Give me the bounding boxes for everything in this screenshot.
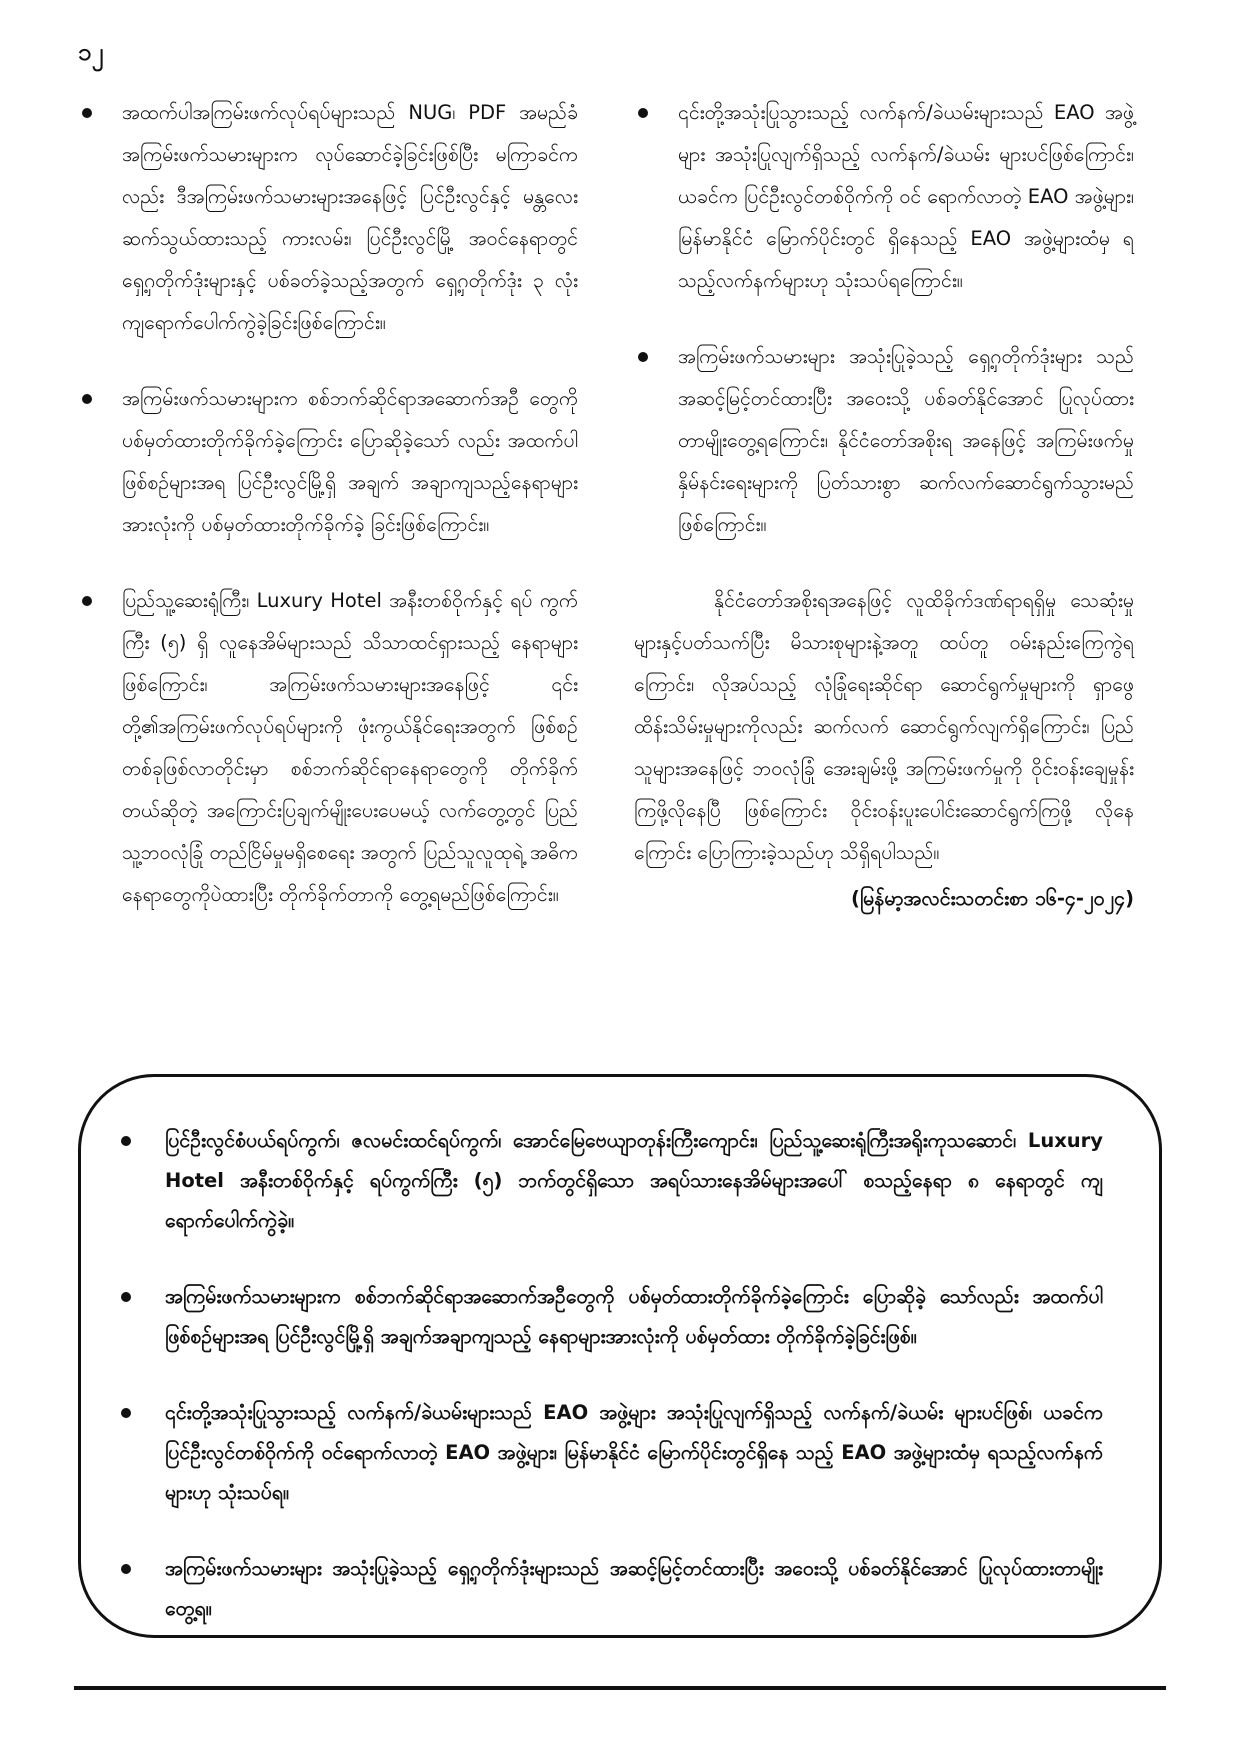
bullet-text: အထက်ပါအကြမ်းဖက်လုပ်ရပ်များသည် NUG၊ PDF အမည်ခံ အကြမ်းဖက်သမားများက လုပ်ဆောင်ခဲ့ခြင်းဖြစ်ပြီး မကြာခင်က လည်း ဒီအကြမ်းဖက်သမားများအနေဖြင့် ပြင်ဦးလွင်နှင့် မန္တလေးဆက်သွယ်ထားသည့် ကားလမ်း၊ ပြင်ဦးလွင်မြို့ အဝင်နေရာတွင် ရှေ့ဂှတိုက်ဒုံးများနှင့် ပစ်ခတ်ခဲ့သည့်အတွက် ရှေ့ဂှတိုက်ဒုံး ၃ လုံးကျရောက်ပေါက်ကွဲခဲ့ခြင်းဖြစ်ကြောင်း။ (122, 101, 578, 334)
left-column (78, 92, 578, 950)
bullet-text: အကြမ်းဖက်သမားများက စစ်ဘက်ဆိုင်ရာအဆောက်အဦ တွေကို ပစ်မှတ်ထားတိုက်ခိုက်ခဲ့ကြောင်း ပြောဆိုခဲ့သော် လည်း အထက်ပါဖြစ်စဉ်များအရ ပြင်ဦးလွင်မြို့ရှိ အချက် အချာကျသည့်နေရာများအားလုံးကို ပစ်မှတ်ထားတိုက်ခိုက်ခဲ့ ခြင်းဖြစ်ကြောင်း။ (122, 387, 578, 536)
summary-box (78, 1074, 1162, 1638)
bullet-dot-icon (638, 352, 648, 362)
summary-item (121, 1393, 1103, 1513)
bullet-text: ၎င်းတို့အသုံးပြုသွားသည့် လက်နက်/ခဲယမ်းများသည် EAO အဖွဲ့များ အသုံးပြုလျက်ရှိသည့် လက်နက်/ခဲယမ်း များပင်ဖြစ်ကြောင်း၊ ယခင်က ပြင်ဦးလွင်တစ်ဝိုက်ကို ဝင် ရောက်လာတဲ့ EAO အဖွဲ့များ၊ မြန်မာနိုင်ငံ မြောက်ပိုင်းတွင် ရှိနေသည့် EAO အဖွဲ့များထံမှ ရသည့်လက်နက်များဟု သုံးသပ်ရကြောင်း။ (678, 101, 1134, 292)
closing-paragraph: နိုင်ငံတော်အစိုးရအနေဖြင့် လူထိခိုက်ဒဏ်ရာရရှိမှု သေဆုံးမှုများနှင့်ပတ်သက်ပြီး မိသားစုများနဲ့အတူ ထပ်တူ ဝမ်းနည်းကြေကွဲရကြောင်း၊ လိုအပ်သည့် လုံခြုံရေးဆိုင်ရာ ဆောင်ရွက်မှုများကို ရှာဖွေထိန်းသိမ်းမှုများကိုလည်း ဆက်လက် ဆောင်ရွက်လျက်ရှိကြောင်း၊ ပြည်သူများအနေဖြင့် ဘဝလုံခြုံ အေးချမ်းဖို့ အကြမ်းဖက်မှုကို ဝိုင်းဝန်းချေမှုန်းကြဖို့လိုနေပြီ ဖြစ်ကြောင်း ဝိုင်းဝန်းပူးပေါင်းဆောင်ရွက်ကြဖို့ လိုနေကြောင်း ပြောကြားခဲ့သည်ဟု သိရှိရပါသည်။ (634, 589, 1134, 864)
bullet-text: အကြမ်းဖက်သမားများ အသုံးပြုခဲ့သည့် ရှေ့ဂှတိုက်ဒုံးများ သည် အဆင့်မြင့်တင်ထားပြီး အဝေးသို့ ပစ်ခတ်နိုင်အောင် ပြုလုပ်ထားတာမျိုးတွေ့ရကြောင်း၊ နိုင်ငံတော်အစိုးရ အနေဖြင့် အကြမ်းဖက်မှုနှိမ်နင်းရေးများကို ပြတ်သားစွာ ဆက်လက်ဆောင်ရွက်သွားမည်ဖြစ်ကြောင်း။ (678, 345, 1134, 536)
bullet-item (634, 92, 1134, 302)
bullet-dot-icon (638, 108, 648, 118)
bullet-dot-icon (121, 1136, 131, 1146)
summary-text: အကြမ်းဖက်သမားများ အသုံးပြုခဲ့သည့် ရှေ့ဂှတိုက်ဒုံးများသည် အဆင့်မြင့်တင်ထားပြီး အဝေးသို့ ပစ်ခတ်နိုင်အောင် ပြုလုပ်ထားတာမျိုးတွေ့ရ။ (165, 1557, 1103, 1620)
summary-text: အကြမ်းဖက်သမားများက စစ်ဘက်ဆိုင်ရာအဆောက်အဦတွေကို ပစ်မှတ်ထားတိုက်ခိုက်ခဲ့ကြောင်း ပြောဆိုခဲ့ သော်လည်း အထက်ပါဖြစ်စဉ်များအရ ပြင်ဦးလွင်မြို့ရှိ အချက်အချာကျသည့် နေရာများအားလုံးကို ပစ်မှတ်ထား တိုက်ခိုက်ခဲ့ခြင်းဖြစ်။ (165, 1285, 1103, 1348)
right-column (634, 92, 1134, 920)
bullet-item (78, 92, 578, 344)
summary-text: ပြင်ဦးလွင်စံပယ်ရပ်ကွက်၊ ဇလမင်းထင်ရပ်ကွက်၊ အောင်မြေဗေယျာတုန်းကြီးကျောင်း၊ ပြည်သူ့ဆေးရုံကြီးအရိုးကုသဆောင်၊ Luxury Hotel အနီးတစ်ဝိုက်နှင့် ရပ်ကွက်ကြီး (၅) ဘက်တွင်ရှိသော အရပ်သားနေအိမ်များအပေါ် စသည့်နေရာ ၈ နေရာတွင် ကျရောက်ပေါက်ကွဲခဲ့။ (165, 1129, 1103, 1232)
source-citation: (မြန်မာ့အလင်းသတင်းစာ ၁၆-၄-၂၀၂၄) (850, 887, 1134, 910)
bullet-dot-icon (82, 108, 92, 118)
bullet-item (78, 378, 578, 546)
summary-text: ၎င်းတို့အသုံးပြုသွားသည့် လက်နက်/ခဲယမ်းများသည် EAO အဖွဲ့များ အသုံးပြုလျက်ရှိသည့် လက်နက်/ခဲယမ်း များပင်ဖြစ်၊ ယခင်က ပြင်ဦးလွင်တစ်ဝိုက်ကို ဝင်ရောက်လာတဲ့ EAO အဖွဲ့များ၊ မြန်မာနိုင်ငံ မြောက်ပိုင်းတွင်ရှိနေ သည့် EAO အဖွဲ့များထံမှ ရသည့်လက်နက်များဟု သုံးသပ်ရ။ (165, 1401, 1103, 1504)
summary-item (121, 1121, 1103, 1241)
bullet-dot-icon (121, 1408, 131, 1418)
bullet-dot-icon (121, 1564, 131, 1574)
bullet-dot-icon (121, 1292, 131, 1302)
bullet-text: ပြည်သူ့ဆေးရုံကြီး၊ Luxury Hotel အနီးတစ်ဝိုက်နှင့် ရပ် ကွက်ကြီး (၅) ရှိ လူနေအိမ်များသည် သိသာထင်ရှားသည့် နေရာများဖြစ်ကြောင်း၊ အကြမ်းဖက်သမားများအနေဖြင့် ၎င်းတို့၏အကြမ်းဖက်လုပ်ရပ်များကို ဖုံးကွယ်နိုင်ရေးအတွက် ဖြစ်စဉ်တစ်ခုဖြစ်လာတိုင်းမှာ စစ်ဘက်ဆိုင်ရာနေရာတွေကို တိုက်ခိုက်တယ်ဆိုတဲ့ အကြောင်းပြချက်မျိုးပေးပေမယ့် လက်တွေ့တွင် ပြည်သူ့ဘဝလုံခြုံ တည်ငြိမ်မှုမရှိစေရေး အတွက် ပြည်သူလူထုရဲ့ အဓိကနေရာတွေကိုပဲထားပြီး တိုက်ခိုက်တာကို တွေ့ရမည်ဖြစ်ကြောင်း။ (122, 589, 578, 906)
page-number: ၁၂ (78, 38, 104, 66)
summary-item (121, 1549, 1103, 1629)
summary-item (121, 1277, 1103, 1357)
footer-rule (74, 1686, 1166, 1690)
bullet-dot-icon (82, 596, 92, 606)
bullet-item (634, 336, 1134, 546)
bullet-dot-icon (82, 394, 92, 404)
bullet-item (78, 580, 578, 916)
